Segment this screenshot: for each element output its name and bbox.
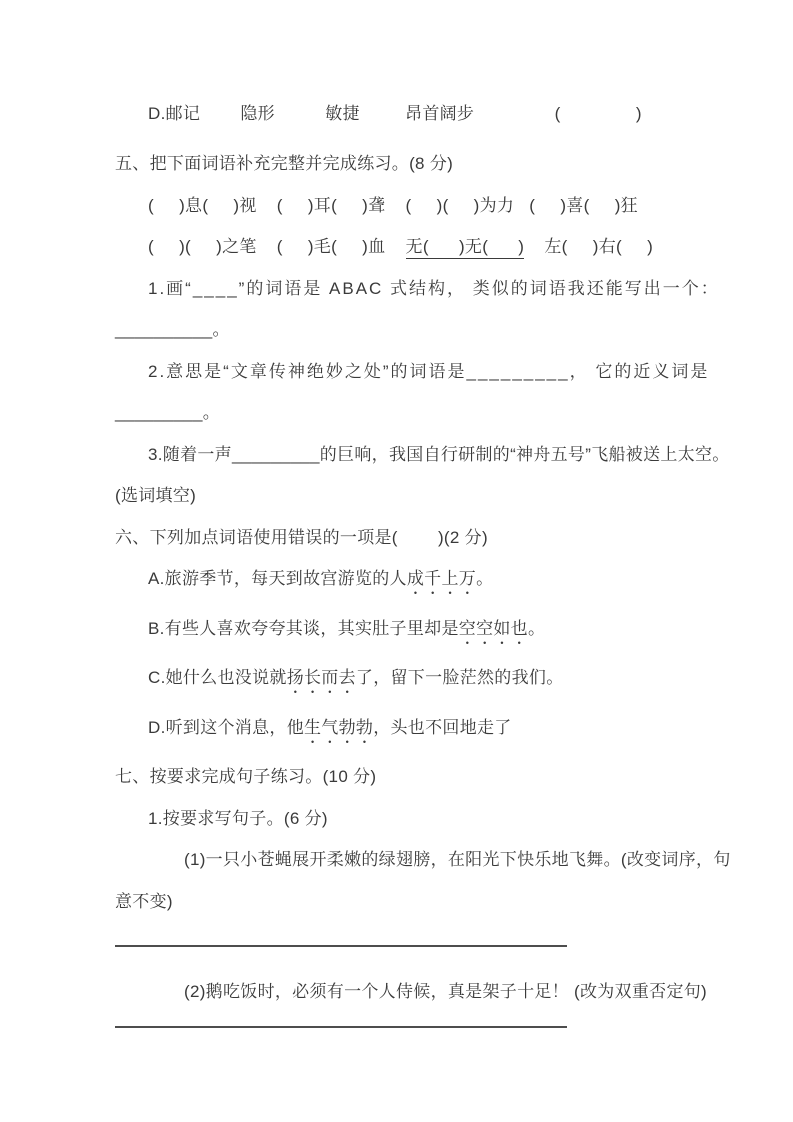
section6-heading: 六、下列加点词语使用错误的一项是( )(2 分) [115,527,488,547]
fill-row2-underlined-idiom: 无( )无( ) [406,237,525,259]
section7-sentence2-prompt: (2)鹅吃饭时，必须有一个人侍候，真是架子十足！ (改为双重否定句) [184,981,708,1001]
option-d-text: D.听到这个消息，他 [148,717,304,737]
section6-option-c [148,667,753,697]
fill-blanks-row2 [148,236,753,258]
section6-option-b [148,618,753,648]
section7-sentence1-prompt-line2: 意不变) [115,891,173,911]
option-c-emphasized-word: 扬长而去 [286,668,356,687]
section7-sub1-heading: 1.按要求写句子。(6 分) [148,808,328,828]
fill-row2-right-segment: 左( )右( ) [524,237,654,256]
section6-option-a [148,568,753,598]
section5-item3-note: (选词填空) [115,486,197,505]
answer-line-2 [115,1026,567,1028]
section7-heading: 七、按要求完成句子练习。(10 分) [115,767,377,786]
option-b-text-end: 。 [527,618,546,638]
option-c-text: C.她什么也没说就 [148,668,287,687]
section5-item2-prompt: 2.意思是“文章传神绝妙之处”的词语是_________， 它的近义词是 [148,361,710,381]
section5-item1-prompt: 1.画“____”的词语是 ABAC 式结构， 类似的词语我还能写出一个： [148,278,720,298]
option-d-text-end: ，头也不回地走了 [373,717,512,737]
answer-line-1 [115,945,567,947]
option-b-emphasized-word: 空空如也 [458,618,528,638]
option-c-text-end: 了，留下一脸茫然的我们。 [355,668,564,687]
option-a-text-end: 。 [476,569,494,588]
section5-item1-answer-blank: __________。 [115,320,230,339]
fill-blanks-row1: ( )息( )视 ( )耳( )聋 ( )( )为力 ( )喜( )狂 [148,195,638,215]
section5-item2-answer-blank: _________。 [115,403,221,422]
section7-sentence1-prompt-line1: (1)一只小苍蝇展开柔嫩的绿翅膀，在阳光下快乐地飞舞。(改变词序，句 [184,850,731,869]
fill-row2-left-segment: ( )( )之笔 ( )毛( )血 [148,237,406,256]
section6-option-d [148,717,753,747]
section5-item3-prompt: 3.随着一声_________的巨响，我国自行研制的“神舟五号”飞船被送上太空。 [148,444,730,464]
option-d-emphasized-word: 生气勃勃 [304,717,374,737]
option-b-text: B.有些人喜欢夸夸其谈，其实肚子里却是 [148,618,459,638]
option-a-text: A.旅游季节，每天到故宫游览的人 [148,569,407,588]
section5-heading: 五、把下面词语补充完整并完成练习。(8 分) [115,154,454,173]
option-a-emphasized-word: 成千上万 [406,569,477,588]
question4-option-d-row: D.邮记 隐形 敏捷 昂首阔步 ( ) [148,104,642,123]
